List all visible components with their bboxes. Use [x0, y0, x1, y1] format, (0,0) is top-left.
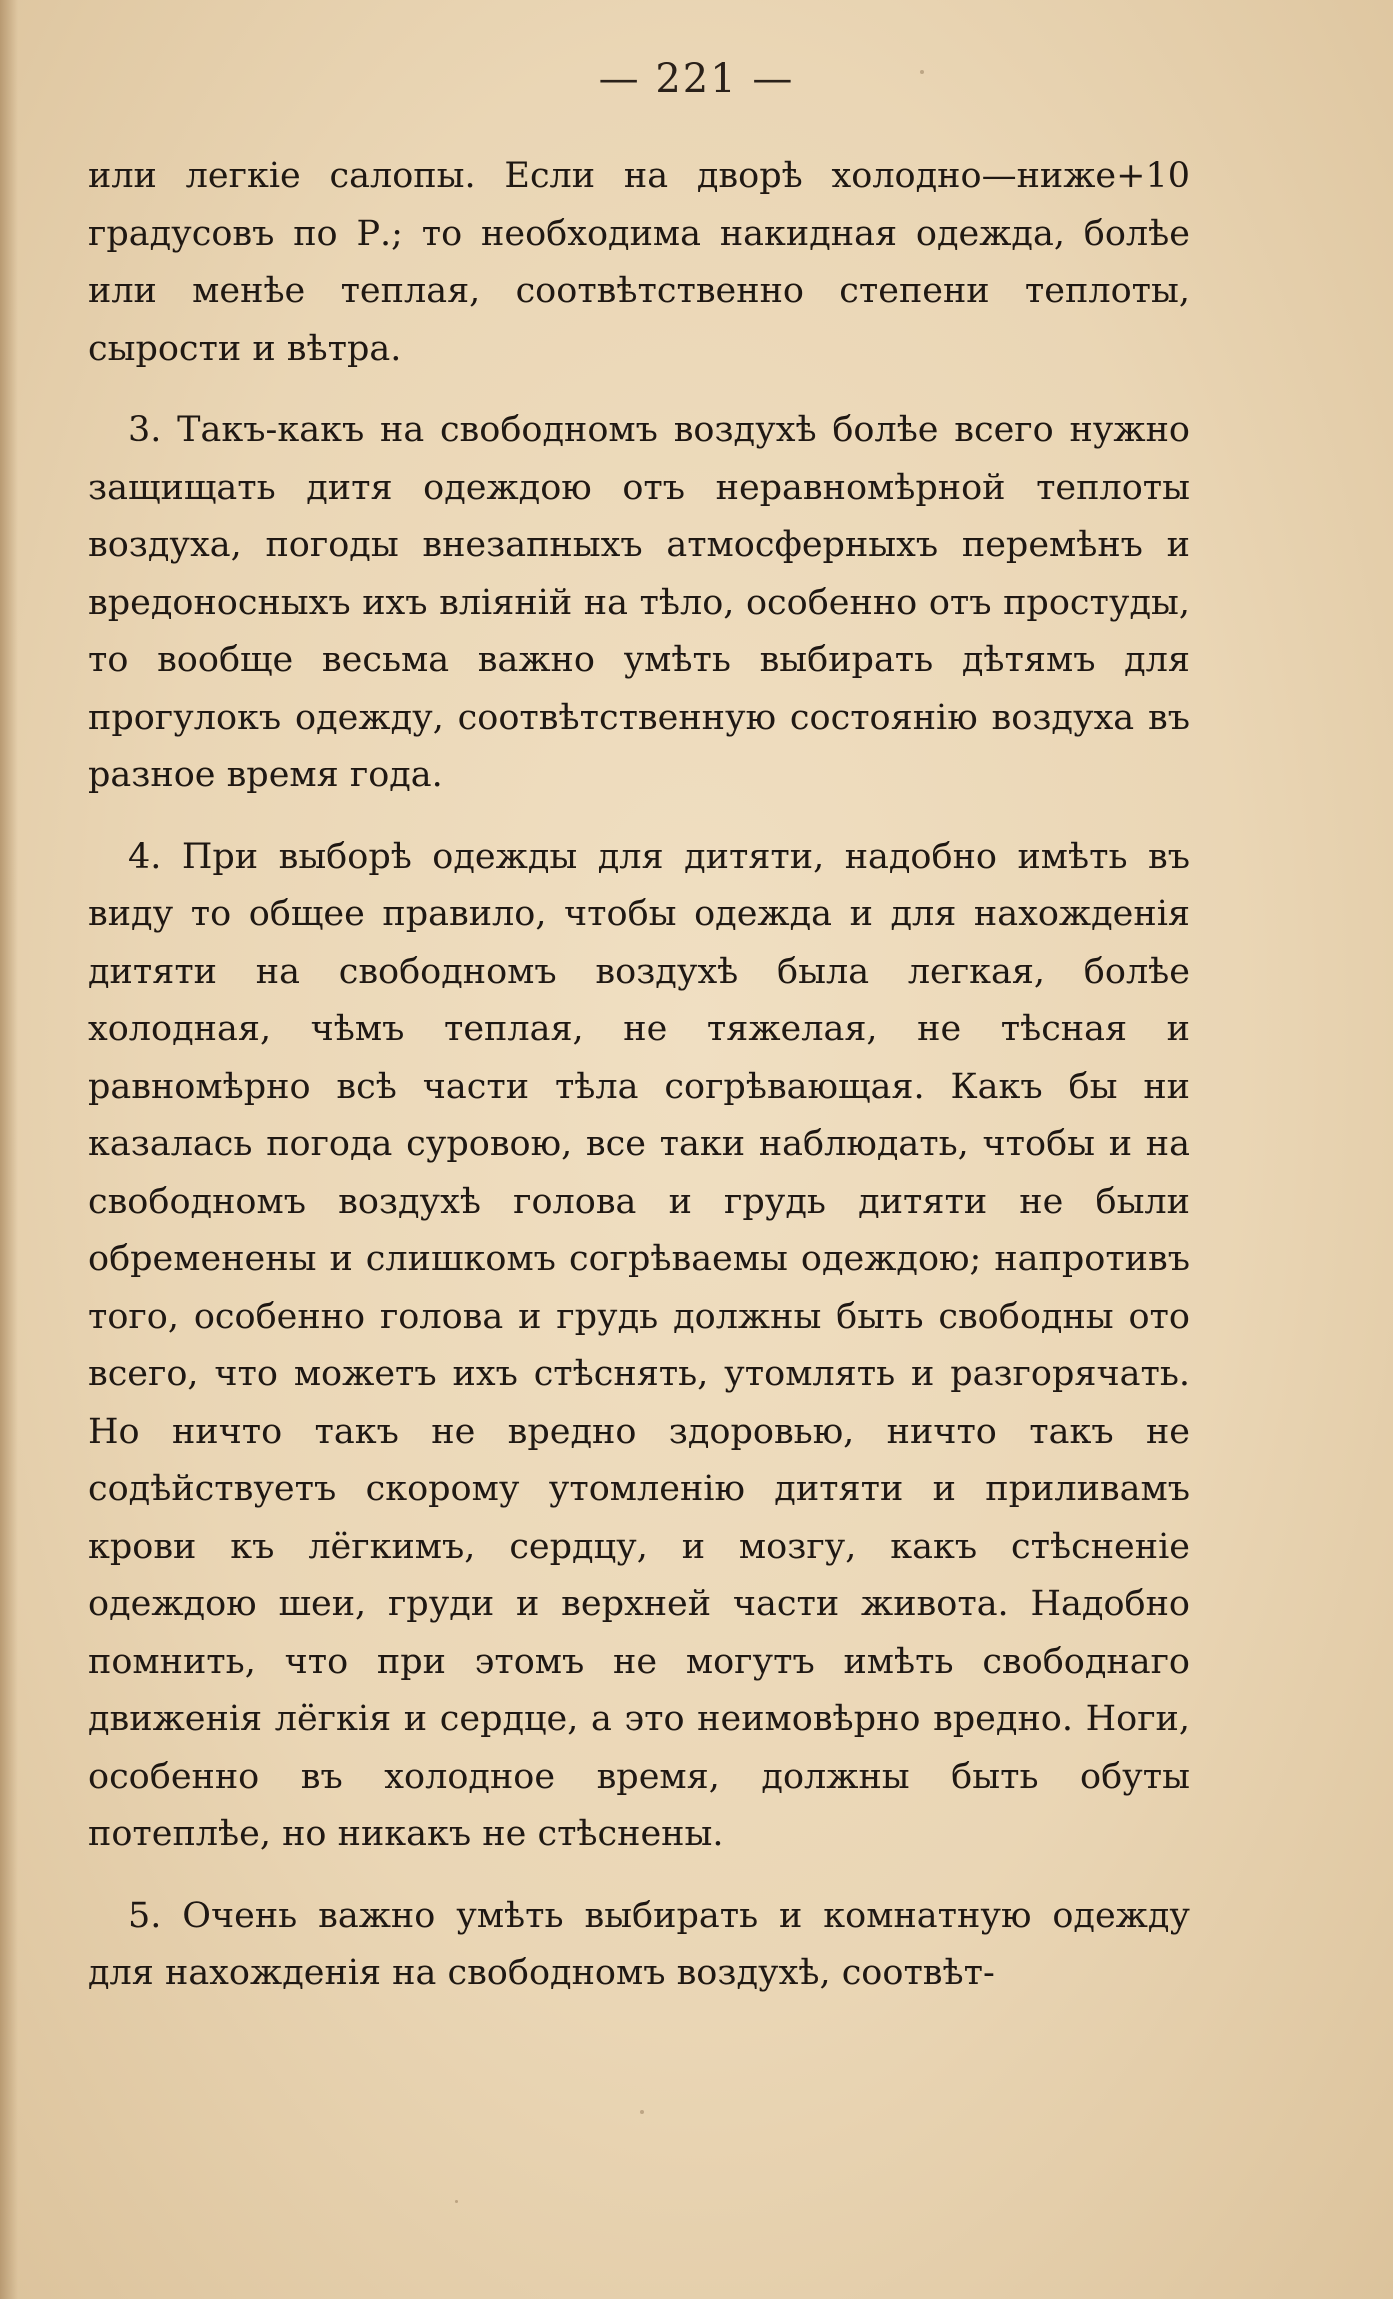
paragraph-5: 5. Очень важно умѣть выбирать и комнатную одежду для нахожденія на свободномъ воздухѣ, соотвѣт- [88, 1895, 1190, 1993]
paragraph-continuation: или легкіе салопы. Если на дворѣ холодно—ниже+10 градусовъ по Р.; то необходима накидная одежда, болѣе или менѣе теплая, соотвѣтственно степени теплоты, сырости и вѣтра. [88, 156, 1190, 369]
paragraph-4: 4. При выборѣ одежды для дитяти, надобно имѣть въ виду то общее правило, чтобы одежда и для нахожденія дитяти на свободномъ воздухѣ была легкая, болѣе холодная, чѣмъ теплая, не тяжелая, не тѣсная и равномѣрно всѣ части тѣла согрѣвающая. Какъ бы ни казалась погода суровою, все таки наблюдать, чтобы и на свободномъ воздухѣ голова и грудь дитяти не были обременены и слишкомъ согрѣваемы одеждою; напротивъ того, особенно голова и грудь должны быть свободны ото всего, что можетъ ихъ стѣснять, утомлять и разгорячать. Но ничто такъ не вредно здоровью, ничто такъ не содѣйствуетъ скорому утомленію дитяти и приливамъ крови къ лёгкимъ, сердцу, и мозгу, какъ стѣсненіе одеждою шеи, груди и верхней части живота. Надобно помнить, что при этомъ не могутъ имѣть свободнаго движенія лёгкія и сердце, а это неимовѣрно вредно. Ноги, особенно въ холодное время, должны быть обуты потеплѣе, но никакъ не стѣснены. [88, 836, 1190, 1854]
spine-shadow [0, 0, 18, 2299]
body-text [88, 148, 1190, 2003]
ink-speck [455, 2200, 458, 2203]
ink-speck [920, 70, 924, 74]
page-number: — 221 — [598, 56, 795, 102]
ink-speck [640, 2110, 644, 2114]
paragraph-3: 3. Такъ-какъ на свободномъ воздухѣ болѣе всего нужно защищать дитя одеждою отъ неравномѣрной теплоты воздуха, погоды внезапныхъ атмосферныхъ перемѣнъ и вредоносныхъ ихъ вліяній на тѣло, особенно отъ простуды, то вообще весьма важно умѣть выбирать дѣтямъ для прогулокъ одежду, соотвѣтственную состоянію воздуха въ разное время года. [88, 410, 1190, 795]
